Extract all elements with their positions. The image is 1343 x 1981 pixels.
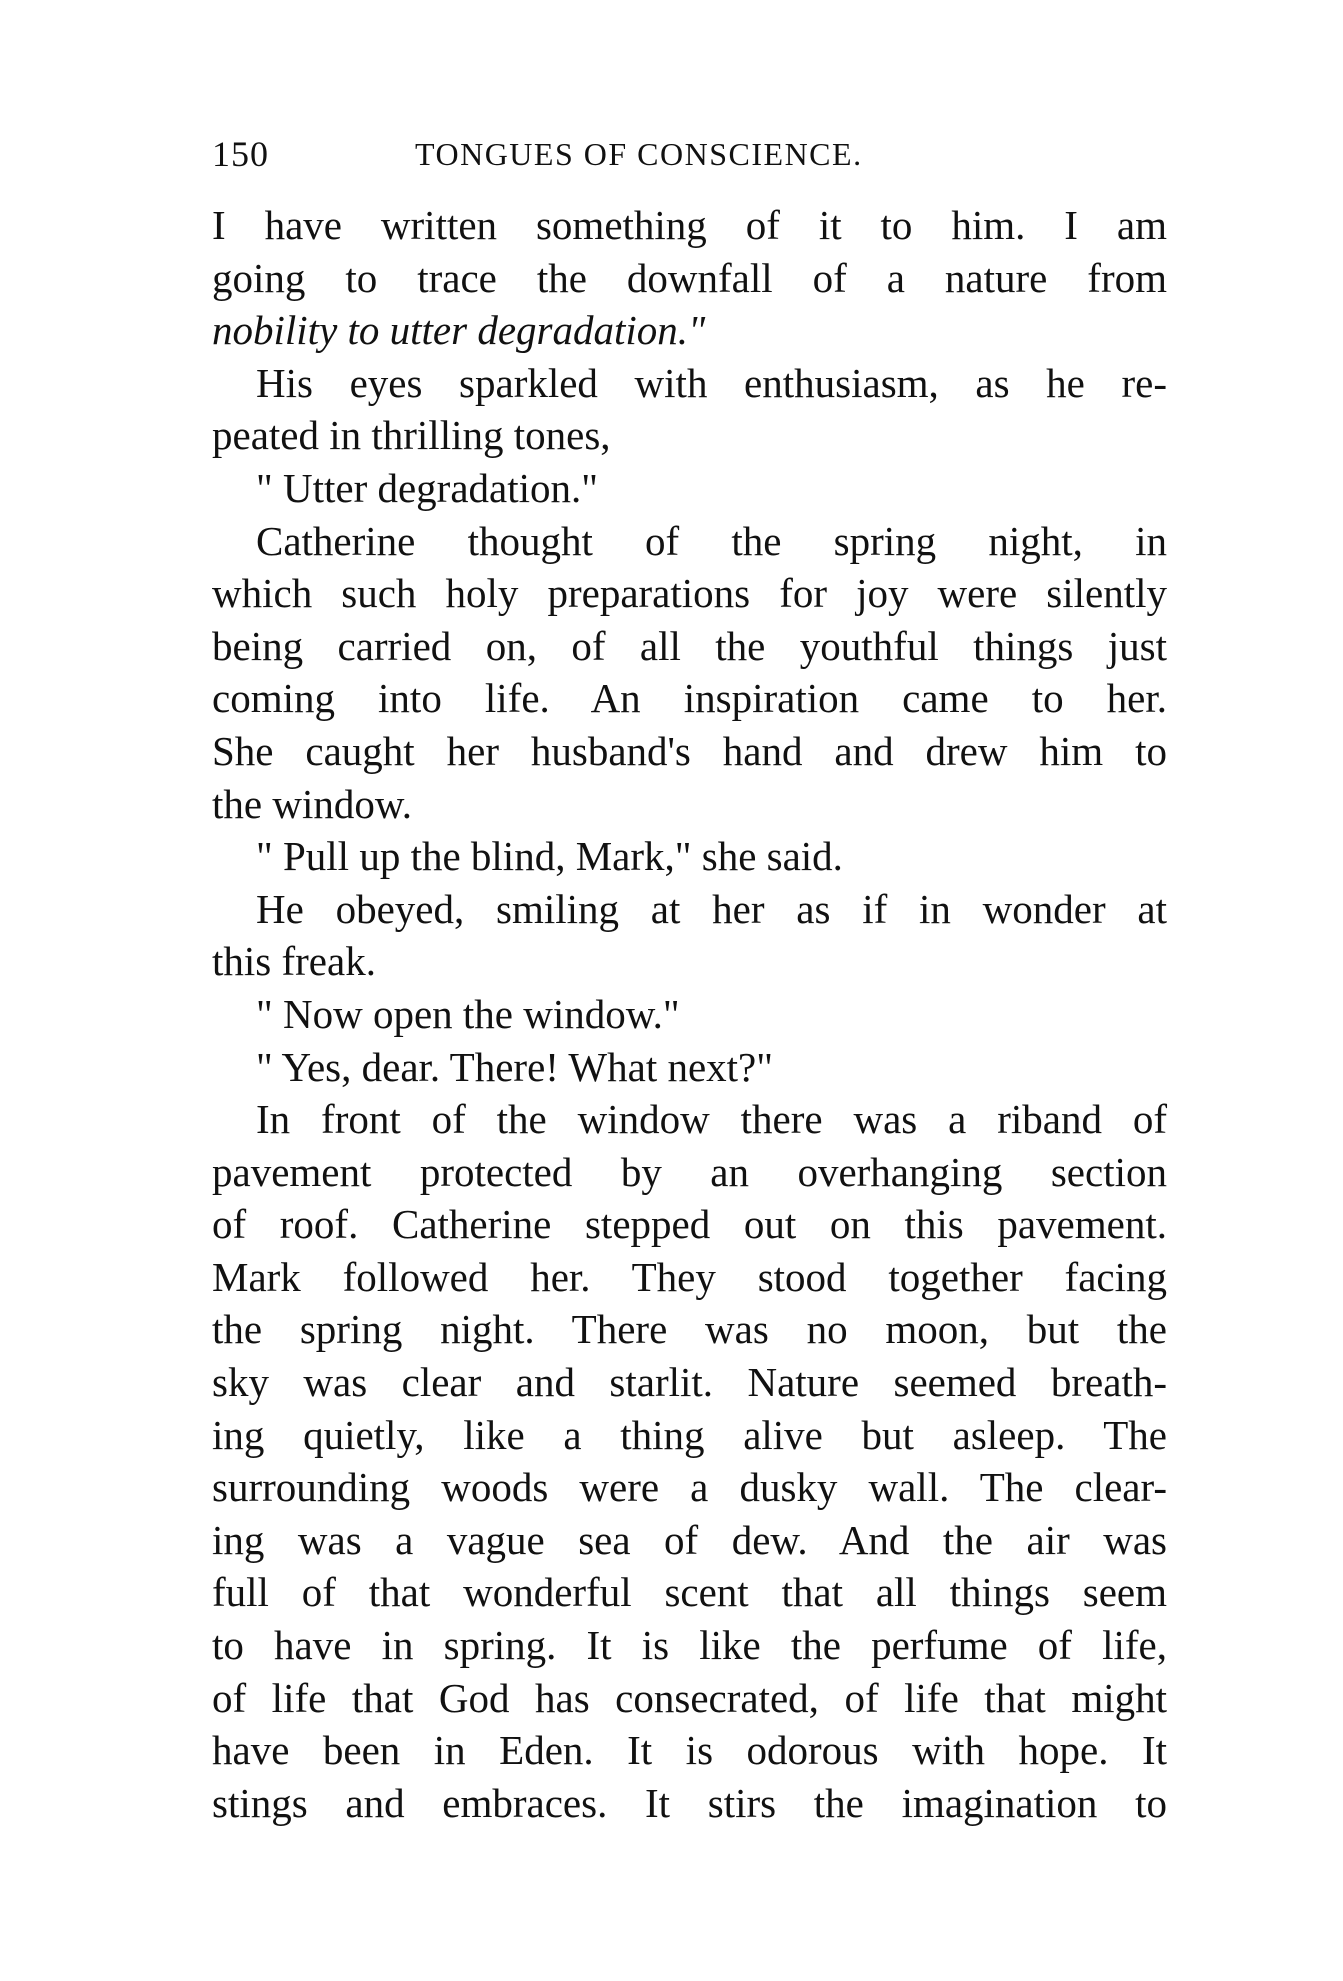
text-line: this freak.: [212, 938, 376, 985]
text-line: sky was clear and starlit. Nature seemed breath-: [212, 1359, 1167, 1406]
text-line: ing was a vague sea of dew. And the air was: [212, 1516, 1167, 1563]
text-line: of roof. Catherine stepped out on this pavement.: [212, 1201, 1167, 1248]
text-line: of life that God has consecrated, of life that might: [212, 1674, 1167, 1721]
text-line: Mark followed her. They stood together facing: [212, 1253, 1167, 1300]
text-line: She caught her husband's hand and drew him to: [212, 727, 1167, 774]
text-line: stings and embraces. It stirs the imagination to: [212, 1779, 1167, 1826]
text-line: which such holy preparations for joy were silently: [212, 570, 1167, 617]
text-line: Catherine thought of the spring night, in: [256, 517, 1167, 564]
text-line: His eyes sparkled with enthusiasm, as he re-: [256, 359, 1167, 406]
text-line: full of that wonderful scent that all things seem: [212, 1569, 1167, 1616]
page-number: 150: [212, 134, 269, 174]
text-line: coming into life. An inspiration came to her.: [212, 675, 1167, 722]
text-line: In front of the window there was a riband of: [256, 1096, 1167, 1143]
text-line: " Utter degradation.": [256, 464, 598, 511]
text-line: surrounding woods were a dusky wall. The clear-: [212, 1464, 1167, 1511]
text-line: pavement protected by an overhanging section: [212, 1148, 1167, 1195]
text-line: being carried on, of all the youthful things just: [212, 622, 1167, 669]
text-line: the window.: [212, 780, 413, 827]
text-line: peated in thrilling tones,: [212, 412, 611, 459]
text-line: " Now open the window.": [256, 990, 680, 1037]
text-line: going to trace the downfall of a nature from: [212, 254, 1167, 301]
text-line: the spring night. There was no moon, but the: [212, 1306, 1167, 1353]
text-line: have been in Eden. It is odorous with hope. It: [212, 1727, 1167, 1774]
text-line: He obeyed, smiling at her as if in wonder at: [256, 885, 1167, 932]
text-line: nobility to utter degradation.": [212, 307, 706, 354]
body-text: [212, 199, 1167, 1829]
text-line: to have in spring. It is like the perfume of life,: [212, 1622, 1167, 1669]
text-line: ing quietly, like a thing alive but asleep. The: [212, 1411, 1167, 1458]
page-header: [212, 128, 987, 180]
text-line: " Yes, dear. There! What next?": [256, 1043, 773, 1090]
text-line: " Pull up the blind, Mark," she said.: [256, 833, 843, 880]
text-line: I have written something of it to him. I am: [212, 202, 1167, 248]
running-title: TONGUES OF CONSCIENCE.: [415, 136, 863, 172]
